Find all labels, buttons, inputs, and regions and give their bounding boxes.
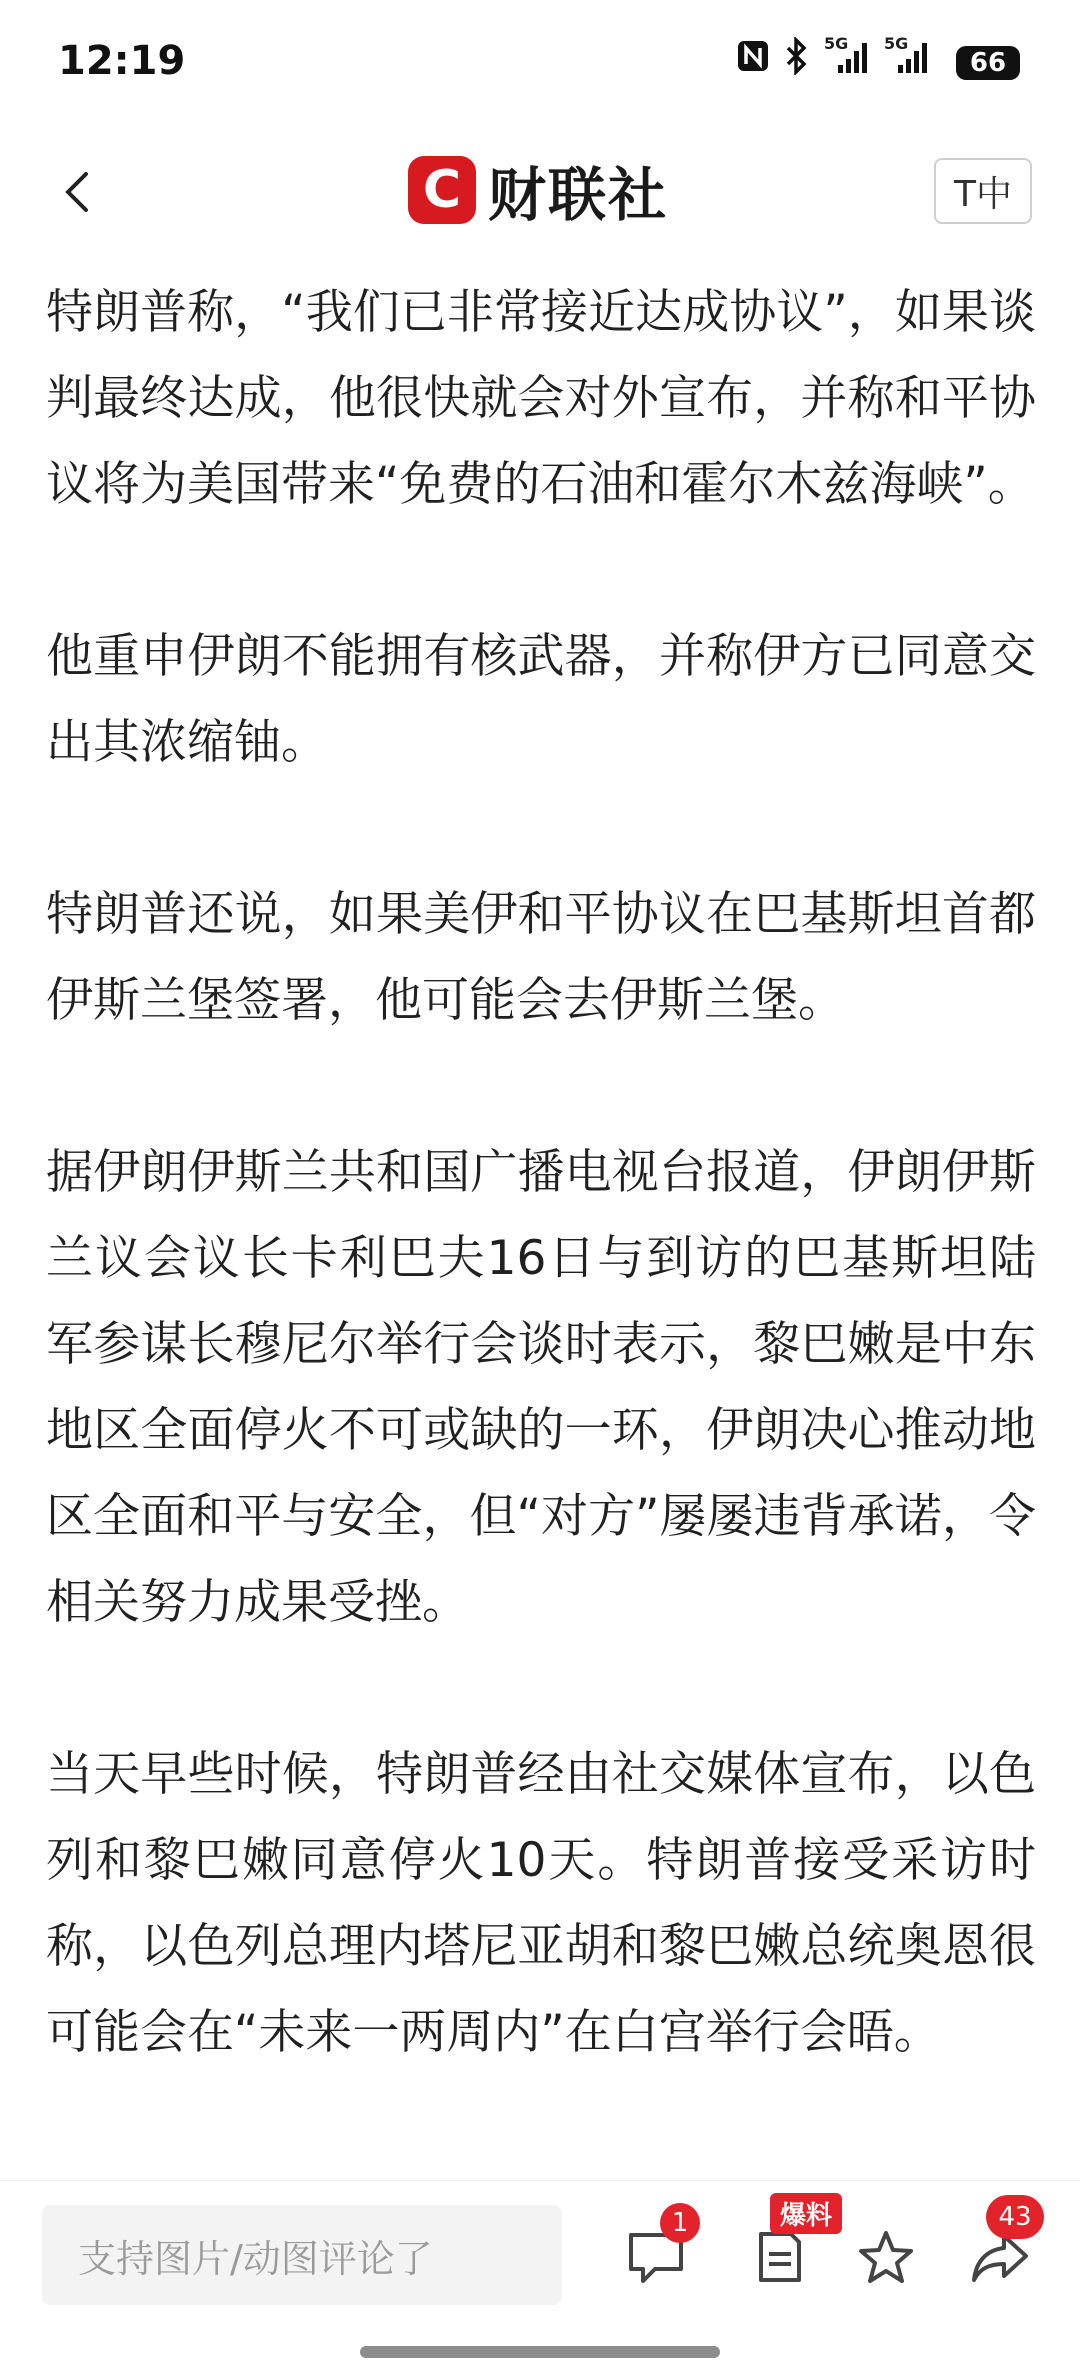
report-button[interactable] <box>740 2201 833 2297</box>
article-paragraph: 他重申伊朗不能拥有核武器，并称伊方已同意交出其浓缩铀。 <box>46 629 1036 770</box>
report-tag: 爆料 <box>770 2193 842 2234</box>
share-button[interactable] <box>960 2202 1040 2297</box>
logo-mark <box>408 156 476 224</box>
status-icons <box>736 36 930 76</box>
article-paragraph: 特朗普还说，如果美伊和平协议在巴基斯坦首都伊斯兰堡签署，他可能会去伊斯兰堡。 <box>46 887 1036 1028</box>
article-paragraph: 据伊朗伊斯兰共和国广播电视台报道，伊朗伊斯兰议会议长卡利巴夫16日与到访的巴基斯坦陆军参谋长穆尼尔举行会谈时表示，黎巴嫩是中东地区全面停火不可或缺的一环，伊朗决心推动地区全面和平与安全，但“对方”屡屡违背承诺，令相关努力成果受挫。 <box>46 1145 1036 1630</box>
bluetooth-icon <box>784 36 810 76</box>
battery-indicator: 66 <box>956 46 1020 80</box>
signal-2-label: 5G <box>884 34 909 53</box>
status-bar <box>0 0 1080 120</box>
document-icon <box>751 2228 809 2286</box>
brand-logo <box>408 150 668 230</box>
nfc-icon <box>736 36 770 76</box>
status-time: 12:19 <box>58 38 186 84</box>
signal-icon-2 <box>884 36 930 76</box>
chevron-left-icon <box>50 162 110 222</box>
back-button[interactable] <box>50 162 110 222</box>
signal-icon-1 <box>824 36 870 76</box>
article-paragraph: 当天早些时候，特朗普经由社交媒体宣布，以色列和黎巴嫩同意停火10天。特朗普接受采访时称，以色列总理内塔尼亚胡和黎巴嫩总统奥恩很可能会在“未来一两周内”在白宫举行会晤。 <box>46 1747 1036 2060</box>
favorite-button[interactable] <box>846 2217 926 2297</box>
logo-text: 财联社 <box>488 161 669 229</box>
header <box>0 130 1080 250</box>
comment-count-badge: 1 <box>660 2203 700 2243</box>
share-count-badge: 43 <box>986 2195 1044 2239</box>
logo-mark-letter: C <box>422 160 462 220</box>
comments-button[interactable] <box>616 2208 696 2297</box>
article-paragraph: 特朗普称，“我们已非常接近达成协议”，如果谈判最终达成，他很快就会对外宣布，并称和平协议将为美国带来“免费的石油和霍尔木兹海峡”。 <box>46 285 1036 512</box>
bottom-action-bar <box>0 2180 1080 2331</box>
star-icon <box>856 2228 916 2286</box>
article-body <box>46 270 1036 2076</box>
signal-1-label: 5G <box>824 34 849 53</box>
home-indicator[interactable] <box>360 2346 720 2358</box>
comment-input[interactable]: 支持图片/动图评论了 <box>42 2205 562 2305</box>
font-size-button[interactable]: T中 <box>934 158 1032 224</box>
